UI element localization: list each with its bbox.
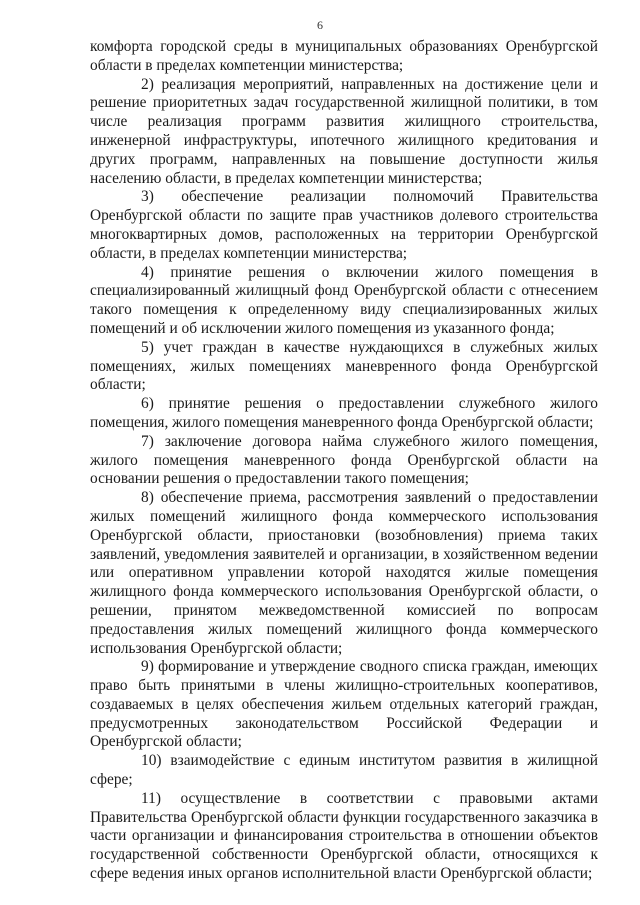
paragraph-item-4: 4) принятие решения о включении жилого помещения в специализированный жилищный фонд Оренбургской области с отнесением такого помещения к определенному виду специализированных жилых помещений и об исключении жилого помещения из указанного фонда; [90,263,598,337]
paragraph-item-9: 9) формирование и утверждение сводного списка граждан, имеющих право быть принятыми в члены жилищно-строительных кооперативов, создаваемых в целях обеспечения жильем отдельных категорий граждан, предусмотренных законодательством Российской Федерации и Оренбургской области; [90,658,598,751]
paragraph-item-7: 7) заключение договора найма служебного жилого помещения, жилого помещения маневренного фонда Оренбургской области на основании решения о предоставлении такого помещения; [90,432,598,488]
paragraph-item-5: 5) учет граждан в качестве нуждающихся в служебных жилых помещениях, жилых помещениях маневренного фонда Оренбургской области; [90,338,598,394]
paragraph-item-3: 3) обеспечение реализации полномочий Правительства Оренбургской области по защите прав участников долевого строительства многоквартирных домов, расположенных на территории Оренбургской области, в пределах компетенции министерства; [90,188,598,262]
paragraph-item-2: 2) реализация мероприятий, направленных на достижение цели и решение приоритетных задач государственной жилищной политики, в том числе реализация программ развития жилищного строительства, инженерной инфраструктуры, ипотечного жилищного кредитования и других программ, направленных на повышение доступности жилья населению области, в пределах компетенции министерства; [90,75,598,187]
paragraph-item-8: 8) обеспечение приема, рассмотрения заявлений о предоставлении жилых помещений жилищного фонда коммерческого использования Оренбургской области, приостановки (возобновления) приема таких заявлений, уведомления заявителей и организации, в хозяйственном ведении или оперативном управлении которой находятся жилые помещения жилищного фонда коммерческого использования Оренбургской области, о решении, принятом межведомственной комиссией по вопросам предоставления жилых помещений жилищного фонда коммерческого использования Оренбургской области; [90,489,598,657]
paragraph-continuation: комфорта городской среды в муниципальных образованиях Оренбургской области в пределах компетенции министерства; [90,38,598,74]
paragraph-item-6: 6) принятие решения о предоставлении служебного жилого помещения, жилого помещения маневренного фонда Оренбургской области; [90,395,598,431]
paragraph-item-10: 10) взаимодействие с единым институтом развития в жилищной сфере; [90,752,598,789]
page-number: 6 [317,18,323,32]
document-body [90,38,598,884]
paragraph-item-11: 11) осуществление в соответствии с правовыми актами Правительства Оренбургской области функции государственного заказчика в части организации и финансирования строительства в отношении объектов государственной собственности Оренбургской области, относящихся к сфере ведения иных органов исполнительной власти Оренбургской области; [90,789,598,883]
